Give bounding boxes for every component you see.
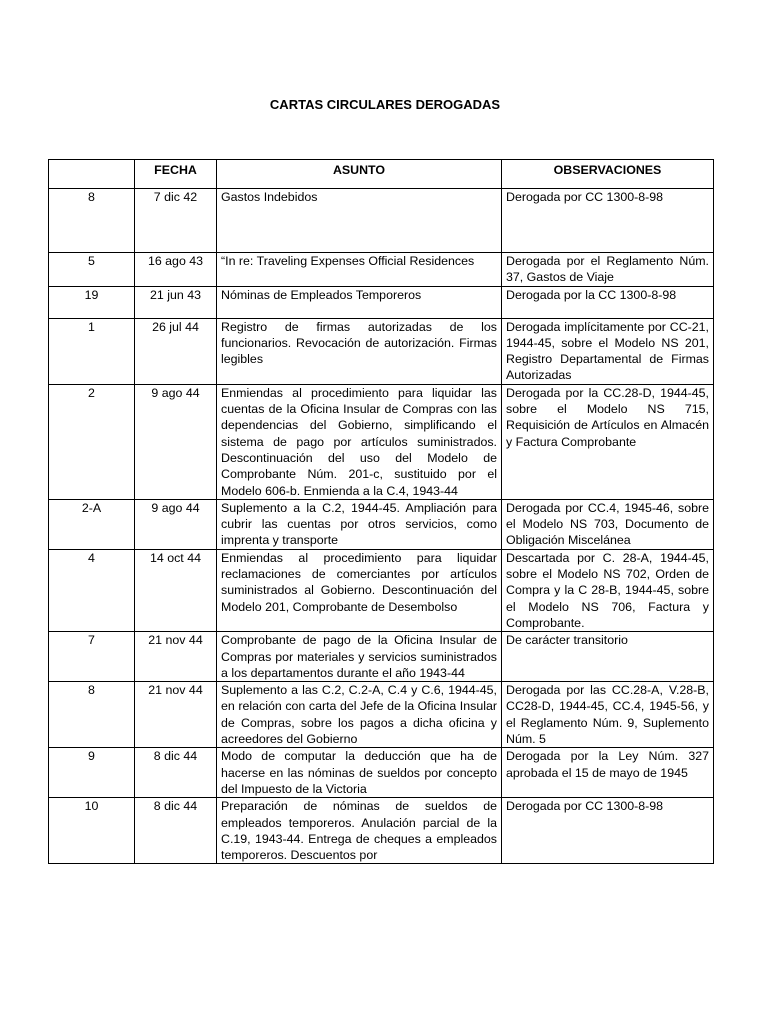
cell-observaciones: Derogada implícitamente por CC-21, 1944-45, sobre el Modelo NS 201, Registro Departamental de Firmas Autorizadas xyxy=(502,318,714,384)
cell-fecha: 21 nov 44 xyxy=(135,682,217,748)
cell-asunto: Suplemento a la C.2, 1944-45. Ampliación para cubrir las cuentas por otros servicios, como imprenta y transporte xyxy=(217,499,502,549)
table-row xyxy=(49,549,714,631)
cell-asunto: Nóminas de Empleados Temporeros xyxy=(217,286,502,318)
cell-observaciones: Derogada por la Ley Núm. 327 aprobada el 15 de mayo de 1945 xyxy=(502,748,714,798)
cell-fecha: 26 jul 44 xyxy=(135,318,217,384)
cell-asunto: Enmiendas al procedimiento para liquidar las cuentas de la Oficina Insular de Compras con las dependencias del Gobierno, simplificando el sistema de pago por artículos suministrados. Descontinuación del uso del Modelo de Comprobante Núm. 201-c, sustituido por el Modelo 606-b. Enmienda a la C.4, 1943-44 xyxy=(217,384,502,499)
table-row xyxy=(49,499,714,549)
table-row xyxy=(49,189,714,253)
cell-asunto: Preparación de nóminas de sueldos de empleados temporeros. Anulación parcial de la C.19, 1943-44. Entrega de cheques a empleados temporeros. Descuentos por xyxy=(217,798,502,864)
table-row xyxy=(49,748,714,798)
header-observaciones: OBSERVACIONES xyxy=(502,160,714,189)
cell-fecha: 14 oct 44 xyxy=(135,549,217,631)
header-num xyxy=(49,160,135,189)
table-row xyxy=(49,798,714,864)
cell-num: 9 xyxy=(49,748,135,798)
cell-num: 10 xyxy=(49,798,135,864)
cell-fecha: 8 dic 44 xyxy=(135,748,217,798)
cell-observaciones: Descartada por C. 28-A, 1944-45, sobre el Modelo NS 702, Orden de Compra y la C 28-B, 1944-45, sobre el Modelo NS 706, Factura y Comprobante. xyxy=(502,549,714,631)
cell-num: 2-A xyxy=(49,499,135,549)
cell-asunto: Suplemento a las C.2, C.2-A, C.4 y C.6, 1944-45, en relación con carta del Jefe de la Oficina Insular de Compras, sobre los pagos a dicha oficina y acreedores del Gobierno xyxy=(217,682,502,748)
table-row xyxy=(49,632,714,682)
cell-observaciones: Derogada por las CC.28-A, V.28-B, CC28-D, 1944-45, CC.4, 1945-56, y el Reglamento Núm. 9, Suplemento Núm. 5 xyxy=(502,682,714,748)
table-row xyxy=(49,682,714,748)
cell-fecha: 16 ago 43 xyxy=(135,253,217,287)
table-header-row xyxy=(49,160,714,189)
cell-asunto: Modo de computar la deducción que ha de hacerse en las nóminas de sueldos por concepto del Impuesto de la Victoria xyxy=(217,748,502,798)
page-title: CARTAS CIRCULARES DEROGADAS xyxy=(269,97,501,112)
cell-num: 8 xyxy=(49,682,135,748)
cell-num: 2 xyxy=(49,384,135,499)
cell-fecha: 8 dic 44 xyxy=(135,798,217,864)
table-row xyxy=(49,384,714,499)
cell-num: 7 xyxy=(49,632,135,682)
cell-fecha: 7 dic 42 xyxy=(135,189,217,253)
cell-observaciones: De carácter transitorio xyxy=(502,632,714,682)
cell-asunto: Enmiendas al procedimiento para liquidar reclamaciones de comerciantes por artículos suministrados al Gobierno. Descontinuación del Modelo 201, Comprobante de Desembolso xyxy=(217,549,502,631)
cell-observaciones: Derogada por CC 1300-8-98 xyxy=(502,798,714,864)
table-row xyxy=(49,253,714,287)
cell-num: 19 xyxy=(49,286,135,318)
cell-fecha: 21 jun 43 xyxy=(135,286,217,318)
cell-observaciones: Derogada por CC 1300-8-98 xyxy=(502,189,714,253)
table-row xyxy=(49,286,714,318)
cell-observaciones: Derogada por la CC 1300-8-98 xyxy=(502,286,714,318)
cell-num: 5 xyxy=(49,253,135,287)
cell-fecha: 9 ago 44 xyxy=(135,384,217,499)
cell-num: 8 xyxy=(49,189,135,253)
cell-asunto: “In re: Traveling Expenses Official Residences xyxy=(217,253,502,287)
cell-asunto: Registro de firmas autorizadas de los funcionarios. Revocación de autorización. Firmas legibles xyxy=(217,318,502,384)
cell-observaciones: Derogada por la CC.28-D, 1944-45, sobre el Modelo NS 715, Requisición de Artículos en Almacén y Factura Comprobante xyxy=(502,384,714,499)
cell-asunto: Gastos Indebidos xyxy=(217,189,502,253)
header-fecha: FECHA xyxy=(135,160,217,189)
cell-asunto: Comprobante de pago de la Oficina Insular de Compras por materiales y servicios suministrados a los departamentos durante el año 1943-44 xyxy=(217,632,502,682)
cell-num: 1 xyxy=(49,318,135,384)
table-row xyxy=(49,318,714,384)
circulares-table xyxy=(48,159,714,864)
header-asunto: ASUNTO xyxy=(217,160,502,189)
cell-observaciones: Derogada por CC.4, 1945-46, sobre el Modelo NS 703, Documento de Obligación Miscelánea xyxy=(502,499,714,549)
cell-num: 4 xyxy=(49,549,135,631)
cell-fecha: 9 ago 44 xyxy=(135,499,217,549)
cell-observaciones: Derogada por el Reglamento Núm. 37, Gastos de Viaje xyxy=(502,253,714,287)
cell-fecha: 21 nov 44 xyxy=(135,632,217,682)
